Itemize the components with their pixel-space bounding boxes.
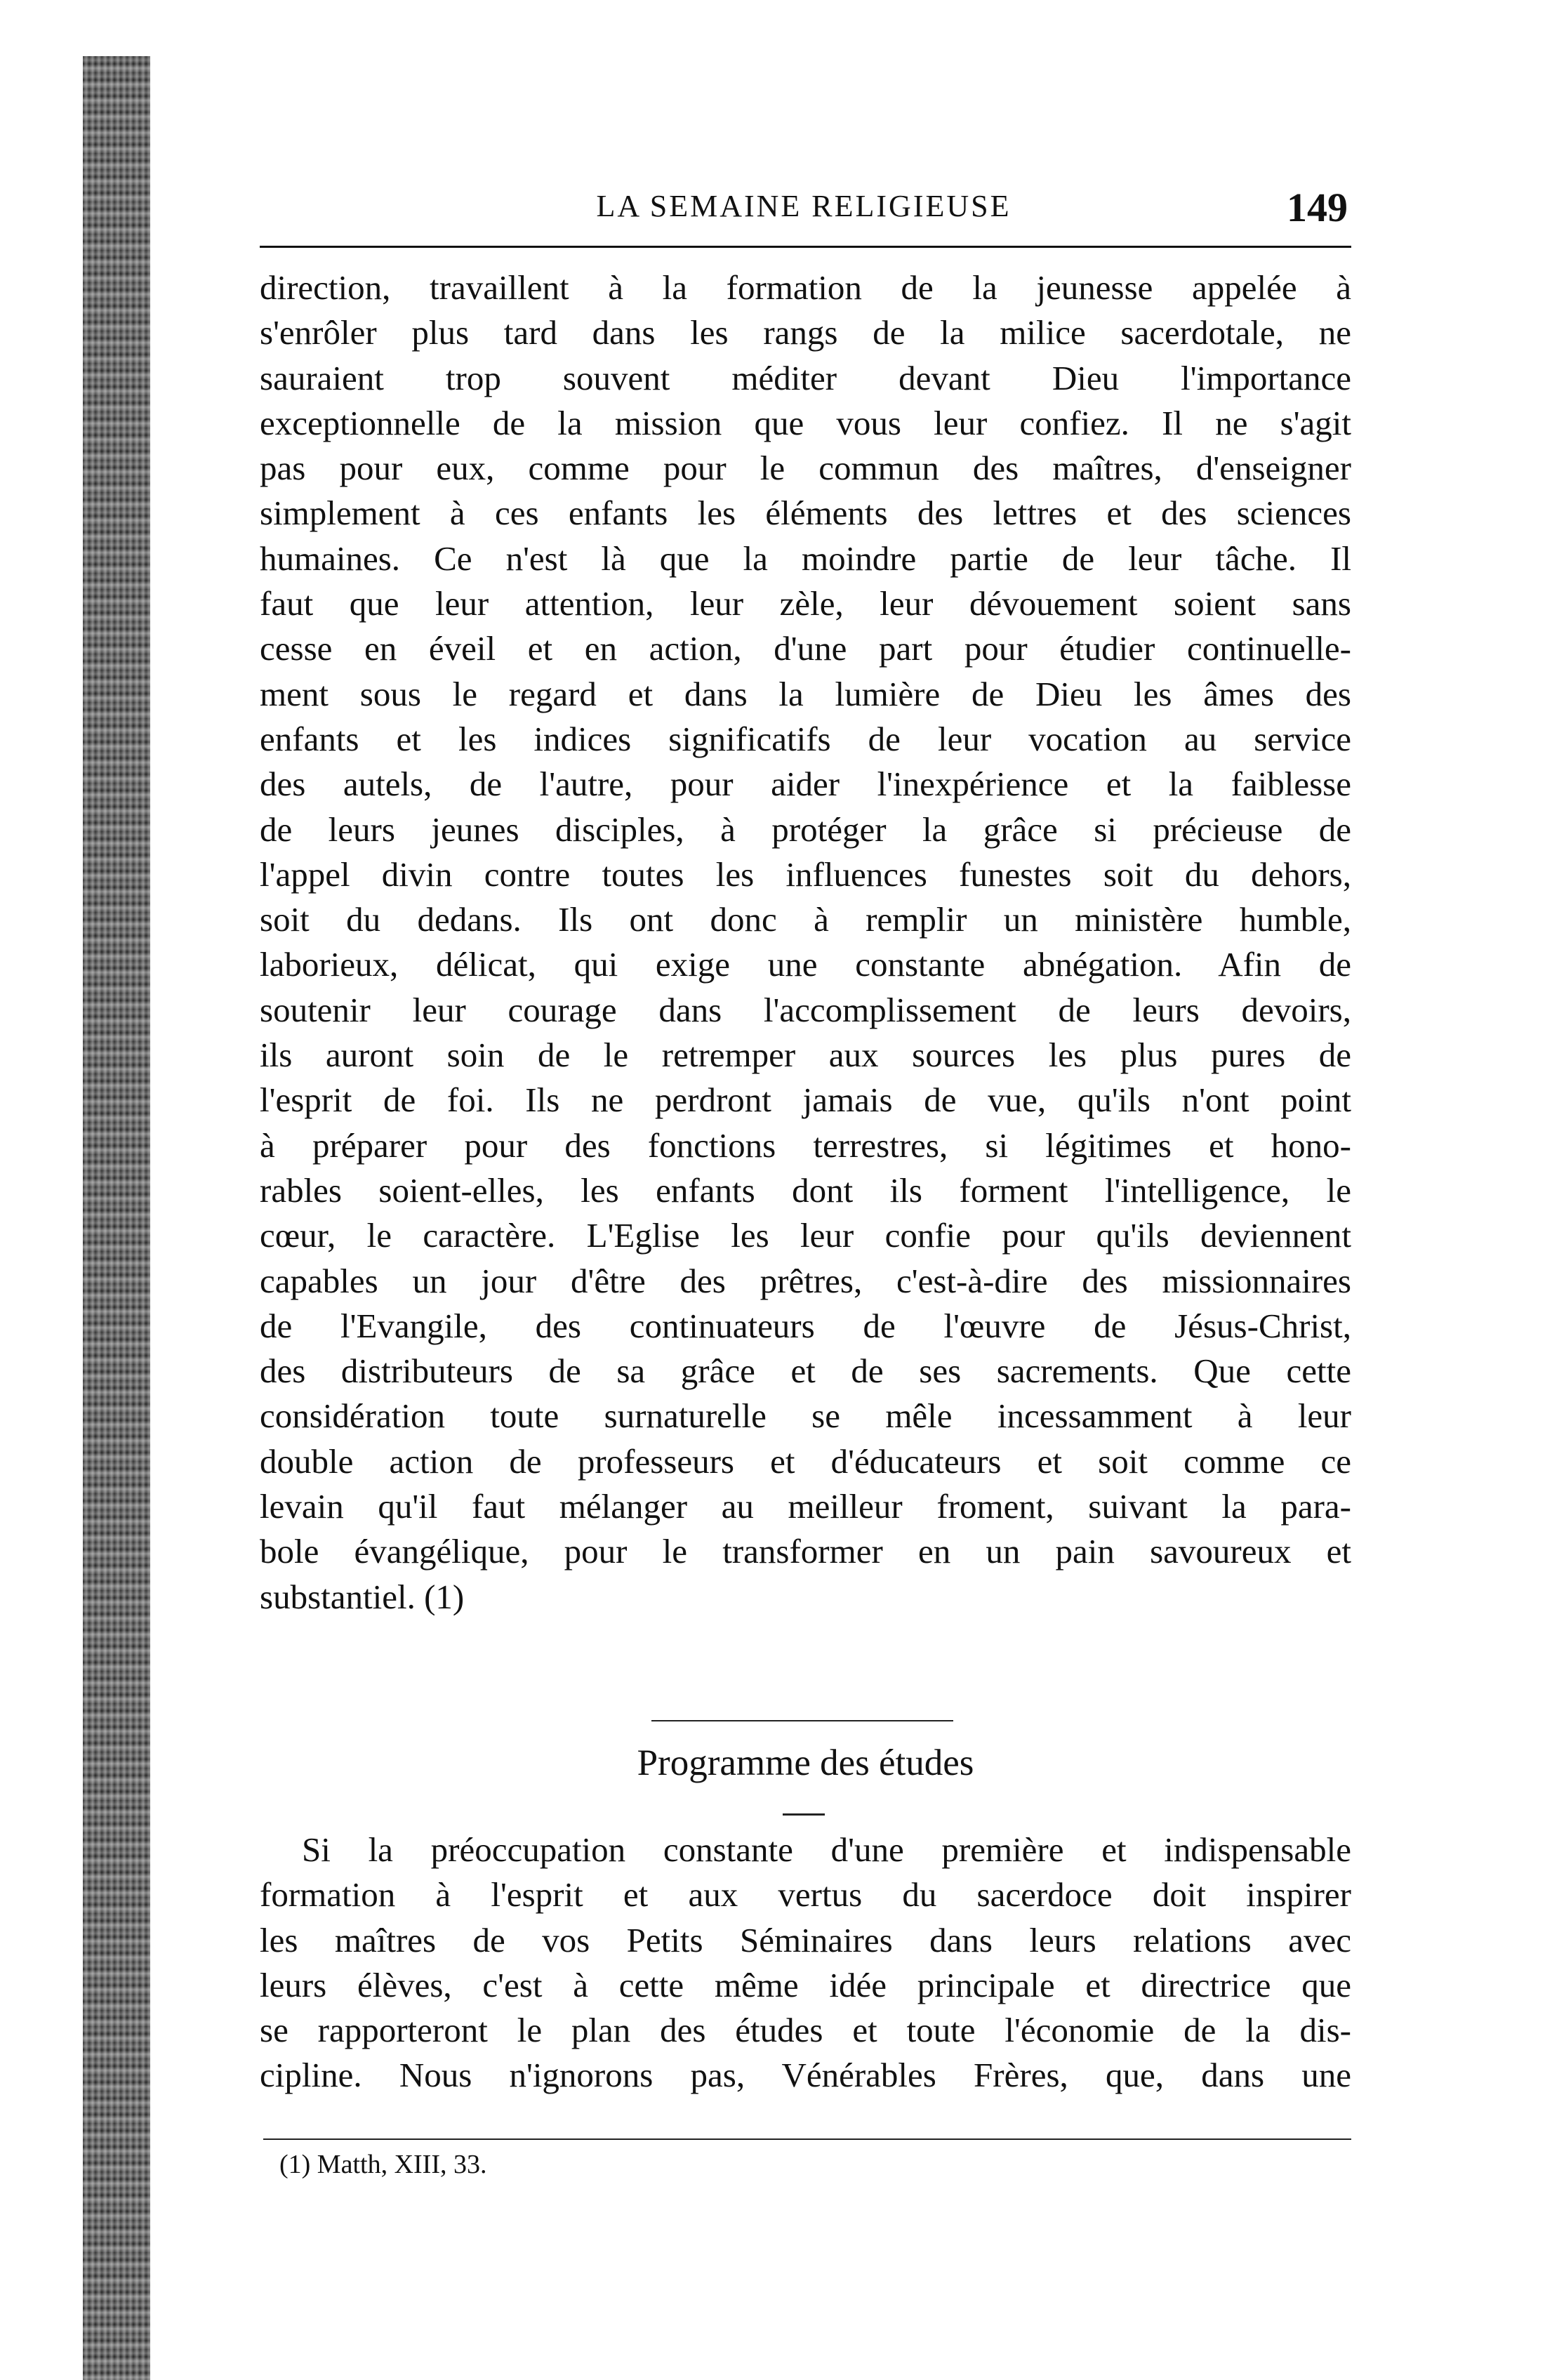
header-rule bbox=[260, 246, 1351, 248]
footnote: (1) Matth, XIII, 33. bbox=[279, 2150, 487, 2179]
text-line: s'enrôler plus tard dans les rangs de la milice sacerdotale, ne bbox=[260, 313, 1351, 352]
text-line: des autels, de l'autre, pour aider l'inexpérience et la faiblesse bbox=[260, 765, 1351, 804]
text-line: des distributeurs de sa grâce et de ses sacrements. Que cette bbox=[260, 1351, 1351, 1391]
text-line: l'appel divin contre toutes les influences funestes soit du dehors, bbox=[260, 854, 1351, 894]
text-line: leurs élèves, c'est à cette même idée principale et directrice que bbox=[260, 1965, 1351, 2004]
text-line: levain qu'il faut mélanger au meilleur froment, suivant la para- bbox=[260, 1487, 1351, 1526]
text-line: bole évangélique, pour le transformer en un pain savoureux et bbox=[260, 1532, 1351, 1571]
text-line: enfants et les indices significatifs de leur vocation au service bbox=[260, 719, 1351, 758]
text-line: faut que leur attention, leur zèle, leur dévouement soient sans bbox=[260, 584, 1351, 623]
page-number: 149 bbox=[1287, 185, 1348, 230]
text-line: les maîtres de vos Petits Séminaires dans leurs relations avec bbox=[260, 1920, 1351, 1959]
section-heading: Programme des études bbox=[637, 1743, 974, 1783]
section-rule bbox=[651, 1720, 953, 1721]
running-title: LA SEMAINE RELIGIEUSE bbox=[596, 189, 1012, 223]
paragraph-1 bbox=[260, 265, 1351, 1620]
text-line: ment sous le regard et dans la lumière de Dieu les âmes des bbox=[260, 674, 1351, 713]
text-line: se rapporteront le plan des études et toute l'économie de la dis- bbox=[260, 2011, 1351, 2050]
text-line: pas pour eux, comme pour le commun des maîtres, d'enseigner bbox=[260, 449, 1351, 488]
text-line: cœur, le caractère. L'Eglise les leur confie pour qu'ils deviennent bbox=[260, 1216, 1351, 1255]
text-line: exceptionnelle de la mission que vous leur confiez. Il ne s'agit bbox=[260, 403, 1351, 442]
text-line: soit du dedans. Ils ont donc à remplir un ministère humble, bbox=[260, 900, 1351, 939]
text-line: cesse en éveil et en action, d'une part pour étudier continuelle- bbox=[260, 629, 1351, 668]
text-line: Si la préoccupation constante d'une première et indispensable bbox=[302, 1830, 1351, 1869]
text-line: l'esprit de foi. Ils ne perdront jamais de vue, qu'ils n'ont point bbox=[260, 1080, 1351, 1120]
text-line: simplement à ces enfants les éléments des lettres et des sciences bbox=[260, 494, 1351, 533]
text-line: rables soient-elles, les enfants dont ils forment l'intelligence, le bbox=[260, 1170, 1351, 1210]
text-line: formation à l'esprit et aux vertus du sacerdoce doit inspirer bbox=[260, 1875, 1351, 1915]
text-line: soutenir leur courage dans l'accomplissement de leurs devoirs, bbox=[260, 990, 1351, 1029]
text-line: considération toute surnaturelle se mêle incessamment à leur bbox=[260, 1396, 1351, 1436]
text-line: de l'Evangile, des continuateurs de l'œuvre de Jésus-Christ, bbox=[260, 1306, 1351, 1345]
footnote-rule bbox=[263, 2138, 1351, 2140]
text-line: direction, travaillent à la formation de la jeunesse appelée à bbox=[260, 268, 1351, 307]
text-line: sauraient trop souvent méditer devant Dieu l'importance bbox=[260, 358, 1351, 397]
text-line: à préparer pour des fonctions terrestres, si légitimes et hono- bbox=[260, 1125, 1351, 1165]
text-line: humaines. Ce n'est là que la moindre partie de leur tâche. Il bbox=[260, 538, 1351, 578]
text-line: double action de professeurs et d'éducateurs et soit comme ce bbox=[260, 1441, 1351, 1481]
scanned-binding-edge bbox=[83, 56, 150, 2380]
text-line: cipline. Nous n'ignorons pas, Vénérables Frères, que, dans une bbox=[260, 2056, 1351, 2095]
text-line: laborieux, délicat, qui exige une constante abnégation. Afin de bbox=[260, 945, 1351, 984]
text-line: ils auront soin de le retremper aux sources les plus pures de bbox=[260, 1036, 1351, 1075]
running-head bbox=[260, 185, 1348, 237]
section-dash bbox=[783, 1813, 825, 1816]
text-line: substantiel. (1) bbox=[260, 1577, 465, 1616]
text-line: de leurs jeunes disciples, à protéger la grâce si précieuse de bbox=[260, 809, 1351, 849]
paragraph-2 bbox=[260, 1827, 1351, 2098]
text-line: capables un jour d'être des prêtres, c'est-à-dire des missionnaires bbox=[260, 1261, 1351, 1300]
